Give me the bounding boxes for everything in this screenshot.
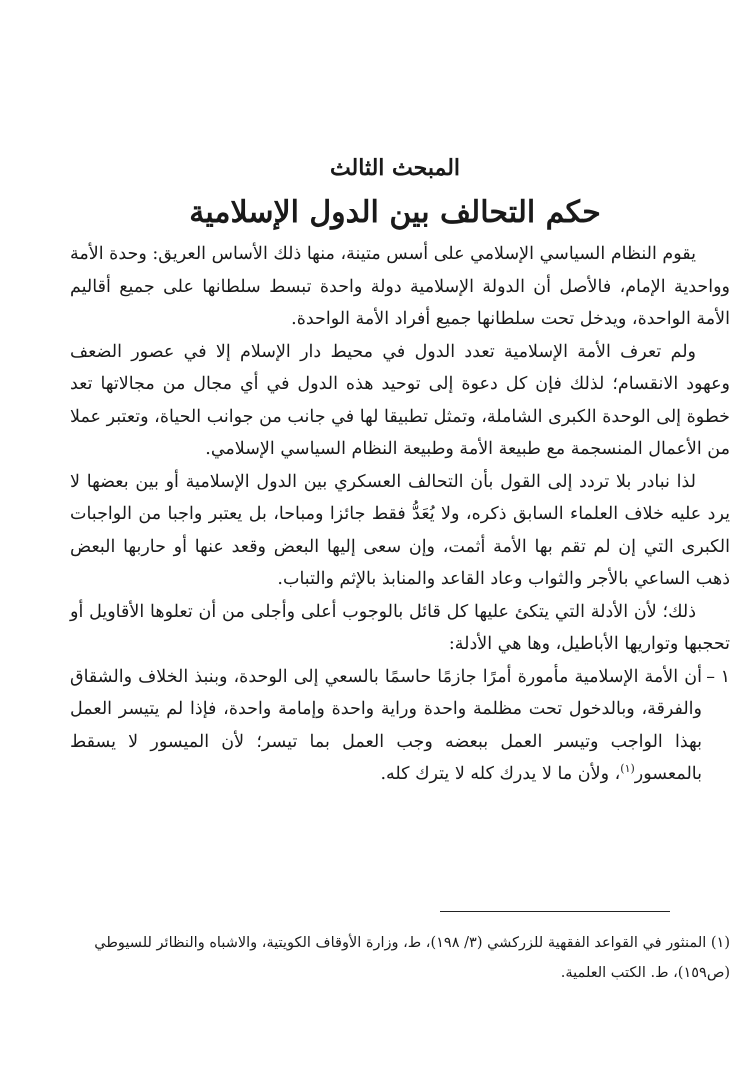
list-item-text: أن الأمة الإسلامية مأمورة أمرًا جازمًا حاسمًا بالسعي إلى الوحدة، وبنبذ الخلاف والشقاق والفرقة، وبالدخول تحت مظلمة واحدة وراية واحدة وإمامة واحدة، فإذا لم يتيسر العمل بهذا الواجب وتيسر العمل ببعضه وجب العمل بما تيسر؛ لأن الميسور لا يسقط بالمعسور <box>70 666 702 784</box>
paragraph-2: ولم تعرف الأمة الإسلامية تعدد الدول في محيط دار الإسلام إلا في عصور الضعف وعهود الانقسام؛ لذلك فإن كل دعوة إلى توحيد هذه الدول في أي مجال من مجالاتها تعد خطوة إلى الوحدة الكبرى الشاملة، وتمثل تطبيقا لها في جانب من جوانب الحياة، وتعتبر عملا من الأعمال المنسجمة مع طبيعة الأمة وطبيعة النظام السياسي الإسلامي. <box>70 341 730 459</box>
paragraph-3: لذا نبادر بلا تردد إلى القول بأن التحالف العسكري بين الدول الإسلامية أو بين بعضها لا يرد عليه خلاف العلماء السابق ذكره، ولا يُعَدُّ فقط جائزا ومباحا، بل يعتبر واجبا من الواجبات الكبرى التي إن لم تقم بها الأمة أثمت، وإن سعى إليها البعض وقعد عنها أو حاربها البعض ذهب الساعي بالأجر والثواب وعاد القاعد والمنابذ بالإثم والتباب. <box>70 471 730 589</box>
section-title: المبحث الثالث <box>329 155 461 181</box>
paragraph-4: ذلك؛ لأن الأدلة التي يتكئ عليها كل قائل بالوجوب أعلى وأجلى من أن تعلوها الأقاويل أو تحجبها وتواريها الأباطيل، وها هي الأدلة: <box>70 601 730 654</box>
paragraph-1: يقوم النظام السياسي الإسلامي على أسس متينة، منها ذلك الأساس العريق: وحدة الأمة وواحدية الإمام، فالأصل أن الدولة الإسلامية دولة واحدة تبسط سلطانها على جميع أقاليم الأمة الواحدة، ويدخل تحت سلطانها جميع أفراد الأمة الواحدة. <box>70 244 730 329</box>
footnote-divider <box>440 911 670 912</box>
chapter-title: حكم التحالف بين الدول الإسلامية <box>189 195 601 230</box>
footnotes <box>70 928 730 988</box>
footnote-reference[interactable]: (١) <box>620 762 635 776</box>
list-item-number: ١ – <box>706 666 730 687</box>
list-item-1 <box>70 661 730 791</box>
list-item-tail: ، ولأن ما لا يدرك كله لا يترك كله. <box>380 764 621 784</box>
footnote-1: (١) المنثور في القواعد الفقهية للزركشي (٣/ ١٩٨)، ط، وزارة الأوقاف الكويتية، والاشباه والنظائر للسيوطي (ص١٥٩)، ط. الكتب العلمية. <box>94 935 730 981</box>
body-text <box>70 238 730 791</box>
